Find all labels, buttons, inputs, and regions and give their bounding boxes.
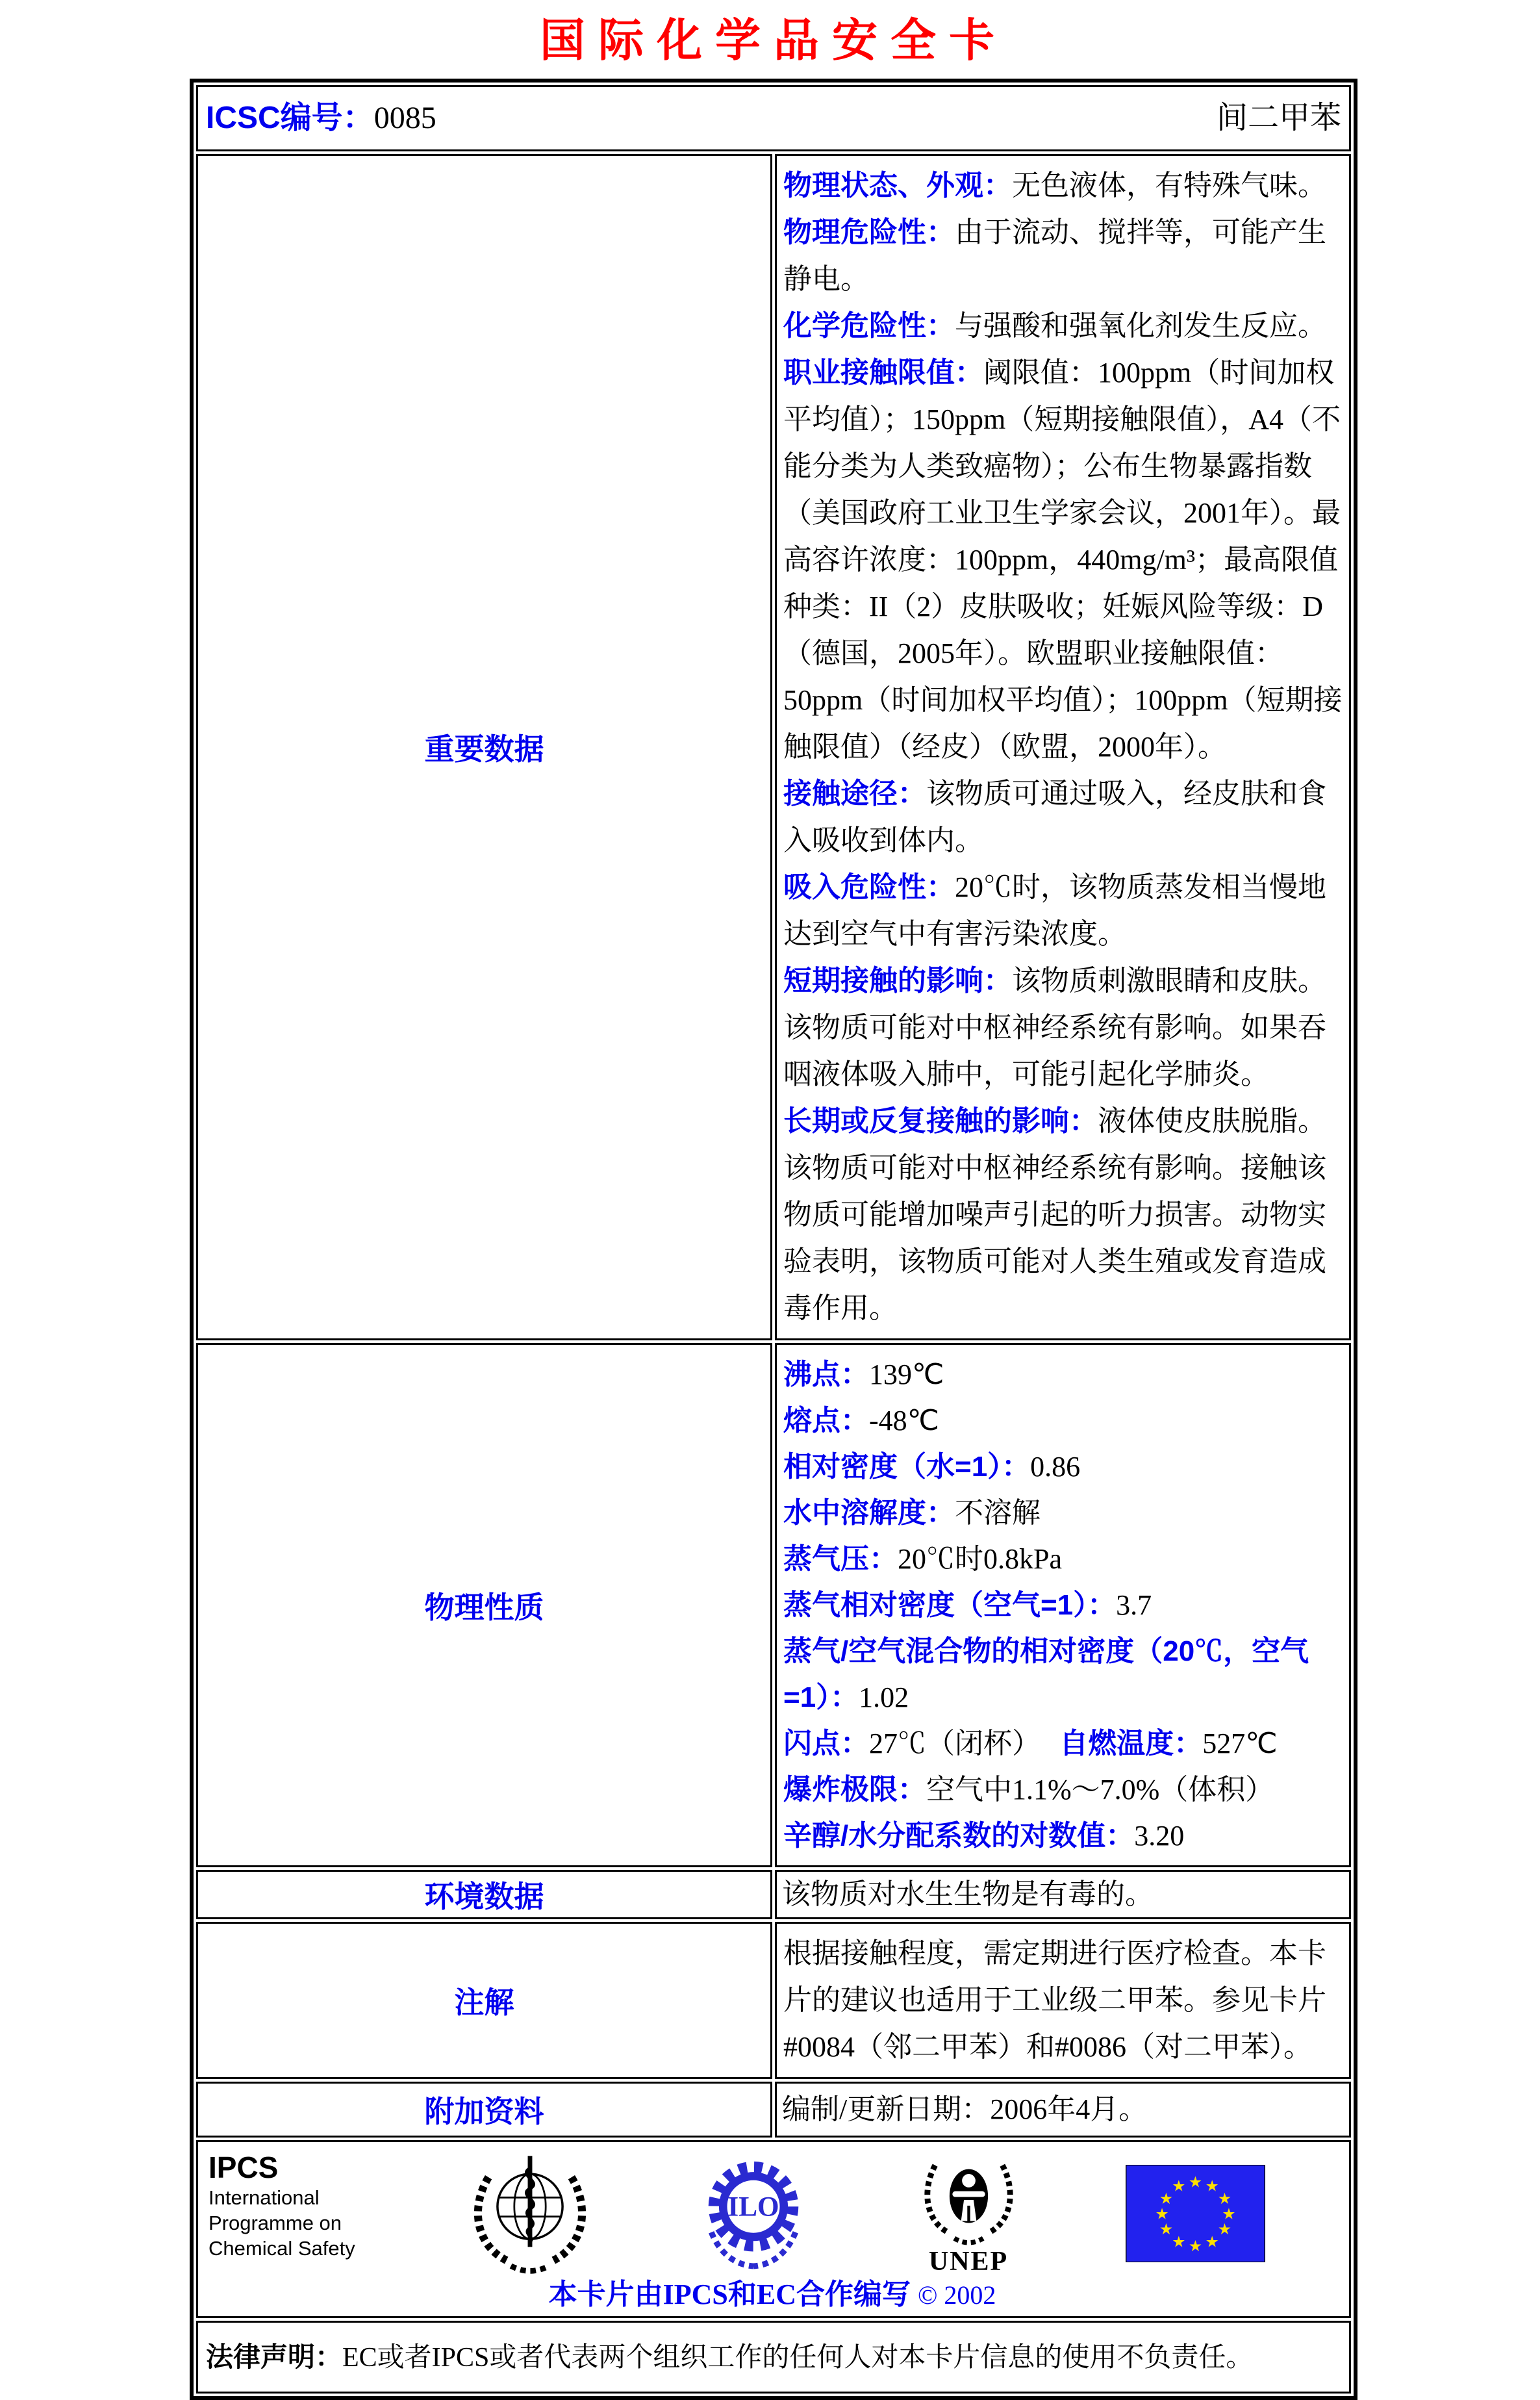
field-label: 沸点： xyxy=(783,1359,869,1390)
property-line-flashpoint xyxy=(783,1720,1344,1767)
svg-text:★: ★ xyxy=(1171,2232,1185,2251)
important-data-content xyxy=(775,154,1351,1340)
property-line xyxy=(783,1767,1344,1813)
property-line xyxy=(783,1490,1344,1536)
field-label: 长期或反复接触的影响： xyxy=(783,1105,1098,1137)
field-label: 吸入危险性： xyxy=(783,871,955,903)
ipcs-subtitle: International xyxy=(208,2186,320,2209)
field-label: 爆炸极限： xyxy=(783,1774,926,1806)
icsc-number-label: ICSC编号： xyxy=(206,101,374,135)
property-line xyxy=(783,1351,1344,1398)
field-label: 自燃温度： xyxy=(1059,1728,1203,1759)
data-item xyxy=(783,350,1344,771)
legal-text: EC或者IPCS或者代表两个组织工作的任何人对本卡片信息的使用不负责任。 xyxy=(342,2342,1254,2373)
field-label: 闪点： xyxy=(783,1728,869,1759)
ipcs-subtitle: Programme on xyxy=(208,2212,342,2234)
data-item xyxy=(783,864,1344,958)
important-data-row xyxy=(196,154,1351,1340)
notes-content: 根据接触程度，需定期进行医疗检查。本卡片的建议也适用于工业级二甲苯。参见卡片#0084（邻二甲苯）和#0086（对二甲苯）。 xyxy=(775,1922,1351,2079)
field-value: 20℃时，该物质蒸发相当慢地达到空气中有害污染浓度。 xyxy=(783,871,1326,950)
field-value: 由于流动、搅拌等，可能产生静电。 xyxy=(783,216,1326,295)
additional-info-content: 编制/更新日期：2006年4月。 xyxy=(775,2082,1351,2138)
svg-text:★: ★ xyxy=(1159,2189,1173,2208)
field-value: 与强酸和强氧化剂发生反应。 xyxy=(955,310,1326,342)
physical-properties-content xyxy=(775,1343,1351,1867)
property-line xyxy=(783,1398,1344,1444)
svg-text:★: ★ xyxy=(1205,2232,1219,2251)
property-line xyxy=(783,1813,1344,1859)
field-label: 蒸气压： xyxy=(783,1543,898,1575)
icsc-number-value: 0085 xyxy=(373,101,436,135)
chemical-name: 间二甲苯 xyxy=(1216,101,1341,135)
field-label: 辛醇/水分配系数的对数值： xyxy=(783,1820,1135,1852)
row-label-notes: 注解 xyxy=(196,1922,772,2079)
field-label: 相对密度（水=1）： xyxy=(783,1451,1031,1483)
data-item xyxy=(783,1098,1344,1332)
legal-row xyxy=(196,2321,1351,2394)
data-item xyxy=(783,958,1344,1098)
ipcs-title: IPCS xyxy=(208,2151,279,2184)
svg-text:★: ★ xyxy=(1188,2236,1202,2255)
field-label: 熔点： xyxy=(783,1405,869,1436)
field-value: 空气中1.1%～7.0%（体积） xyxy=(926,1774,1274,1806)
environmental-data-content: 该物质对水生生物是有毒的。 xyxy=(775,1870,1351,1919)
additional-info-row xyxy=(196,2082,1351,2138)
field-label: 物理状态、外观： xyxy=(783,170,1012,201)
svg-text:★: ★ xyxy=(1217,2219,1231,2238)
field-label: 水中溶解度： xyxy=(783,1497,955,1529)
row-label-physical-properties: 物理性质 xyxy=(196,1343,772,1867)
field-label: 蒸气相对密度（空气=1）： xyxy=(783,1589,1117,1621)
copyright: © 2002 xyxy=(917,2280,996,2310)
svg-text:★: ★ xyxy=(1205,2177,1219,2195)
field-label: 职业接触限值： xyxy=(783,357,983,389)
field-value: 阈限值：100ppm（时间加权平均值）；150ppm（短期接触限值），A4（不能分类为人类致癌物）；公布生物暴露指数（美国政府工业卫生学家会议，2001年）。最高容许浓度：100ppm，440mg/m³；最高限值种类：II（2）皮肤吸收；妊娠风险等级：D（德国，2005年）。欧盟职业接触限值：50ppm（时间加权平均值）；100ppm（短期接触限值）（经皮）（欧盟，2000年）。 xyxy=(783,357,1343,763)
credit-line xyxy=(208,2278,1336,2312)
eu-flag-icon xyxy=(1126,2165,1265,2262)
field-value: 1.02 xyxy=(859,1681,909,1713)
field-label: 化学危险性： xyxy=(783,310,955,342)
header-row xyxy=(196,85,1351,151)
ilo-logo-icon xyxy=(695,2155,812,2272)
ipcs-subtitle: Chemical Safety xyxy=(208,2237,355,2260)
icsc-number xyxy=(206,87,436,149)
field-value: -48℃ xyxy=(869,1405,940,1436)
legal-label: 法律声明： xyxy=(206,2341,343,2372)
ipcs-footer-row xyxy=(196,2140,1351,2318)
field-value: 液体使皮肤脱脂。该物质可能对中枢神经系统有影响。接触该物质可能增加噪声引起的听力损害。动物实验表明，该物质可能对人类生殖或发育造成毒作用。 xyxy=(783,1105,1326,1324)
data-item xyxy=(783,209,1344,303)
svg-text:★: ★ xyxy=(1217,2189,1231,2208)
row-label-environmental-data: 环境数据 xyxy=(196,1870,772,1919)
row-label-additional-info: 附加资料 xyxy=(196,2082,772,2138)
who-logo-icon xyxy=(468,2150,592,2277)
data-item xyxy=(783,162,1344,209)
field-value: 该物质可通过吸入，经皮肤和食入吸收到体内。 xyxy=(783,778,1326,856)
ipcs-block xyxy=(208,2150,410,2261)
property-line xyxy=(783,1628,1344,1720)
data-item xyxy=(783,303,1344,350)
property-line xyxy=(783,1536,1344,1582)
field-value: 20℃时0.8kPa xyxy=(898,1543,1062,1575)
legal-cell xyxy=(196,2321,1351,2394)
page-title: 国际化学品安全卡 xyxy=(540,15,1007,66)
property-line xyxy=(783,1444,1344,1490)
svg-text:★: ★ xyxy=(1221,2204,1235,2223)
unep-label: UNEP xyxy=(928,2246,1009,2277)
field-value: 27℃（闭杯） xyxy=(869,1728,1041,1759)
environmental-data-row xyxy=(196,1870,1351,1919)
field-value: 不溶解 xyxy=(955,1497,1041,1529)
field-value: 该物质刺激眼睛和皮肤。该物质可能对中枢神经系统有影响。如果吞咽液体吸入肺中，可能引起化学肺炎。 xyxy=(783,965,1326,1090)
field-label: 短期接触的影响： xyxy=(783,965,1012,997)
field-value: 无色液体，有特殊气味。 xyxy=(1012,170,1326,201)
field-label: 物理危险性： xyxy=(783,216,955,248)
field-value: 3.7 xyxy=(1116,1589,1152,1621)
icsc-card-table xyxy=(190,79,1357,2400)
data-item xyxy=(783,771,1344,864)
field-value: 0.86 xyxy=(1030,1451,1081,1483)
svg-text:★: ★ xyxy=(1159,2219,1173,2238)
svg-text:ILO: ILO xyxy=(727,2191,779,2223)
row-label-important-data: 重要数据 xyxy=(196,154,772,1340)
field-value: 139℃ xyxy=(869,1359,944,1390)
header-cell xyxy=(196,85,1351,151)
svg-text:★: ★ xyxy=(1155,2204,1169,2223)
field-value: 527℃ xyxy=(1202,1728,1278,1759)
field-label: 接触途径： xyxy=(783,778,926,810)
svg-text:★: ★ xyxy=(1171,2177,1185,2195)
notes-row xyxy=(196,1922,1351,2079)
unep-logo-icon xyxy=(915,2152,1022,2275)
svg-text:★: ★ xyxy=(1188,2172,1202,2191)
ipcs-footer-cell xyxy=(196,2140,1351,2318)
physical-properties-row xyxy=(196,1343,1351,1867)
field-value: 3.20 xyxy=(1134,1820,1185,1852)
credit-text: 本卡片由IPCS和EC合作编写 xyxy=(548,2279,911,2310)
property-line xyxy=(783,1582,1344,1628)
field-label: 蒸气/空气混合物的相对密度（20℃，空气=1）： xyxy=(783,1635,1309,1713)
